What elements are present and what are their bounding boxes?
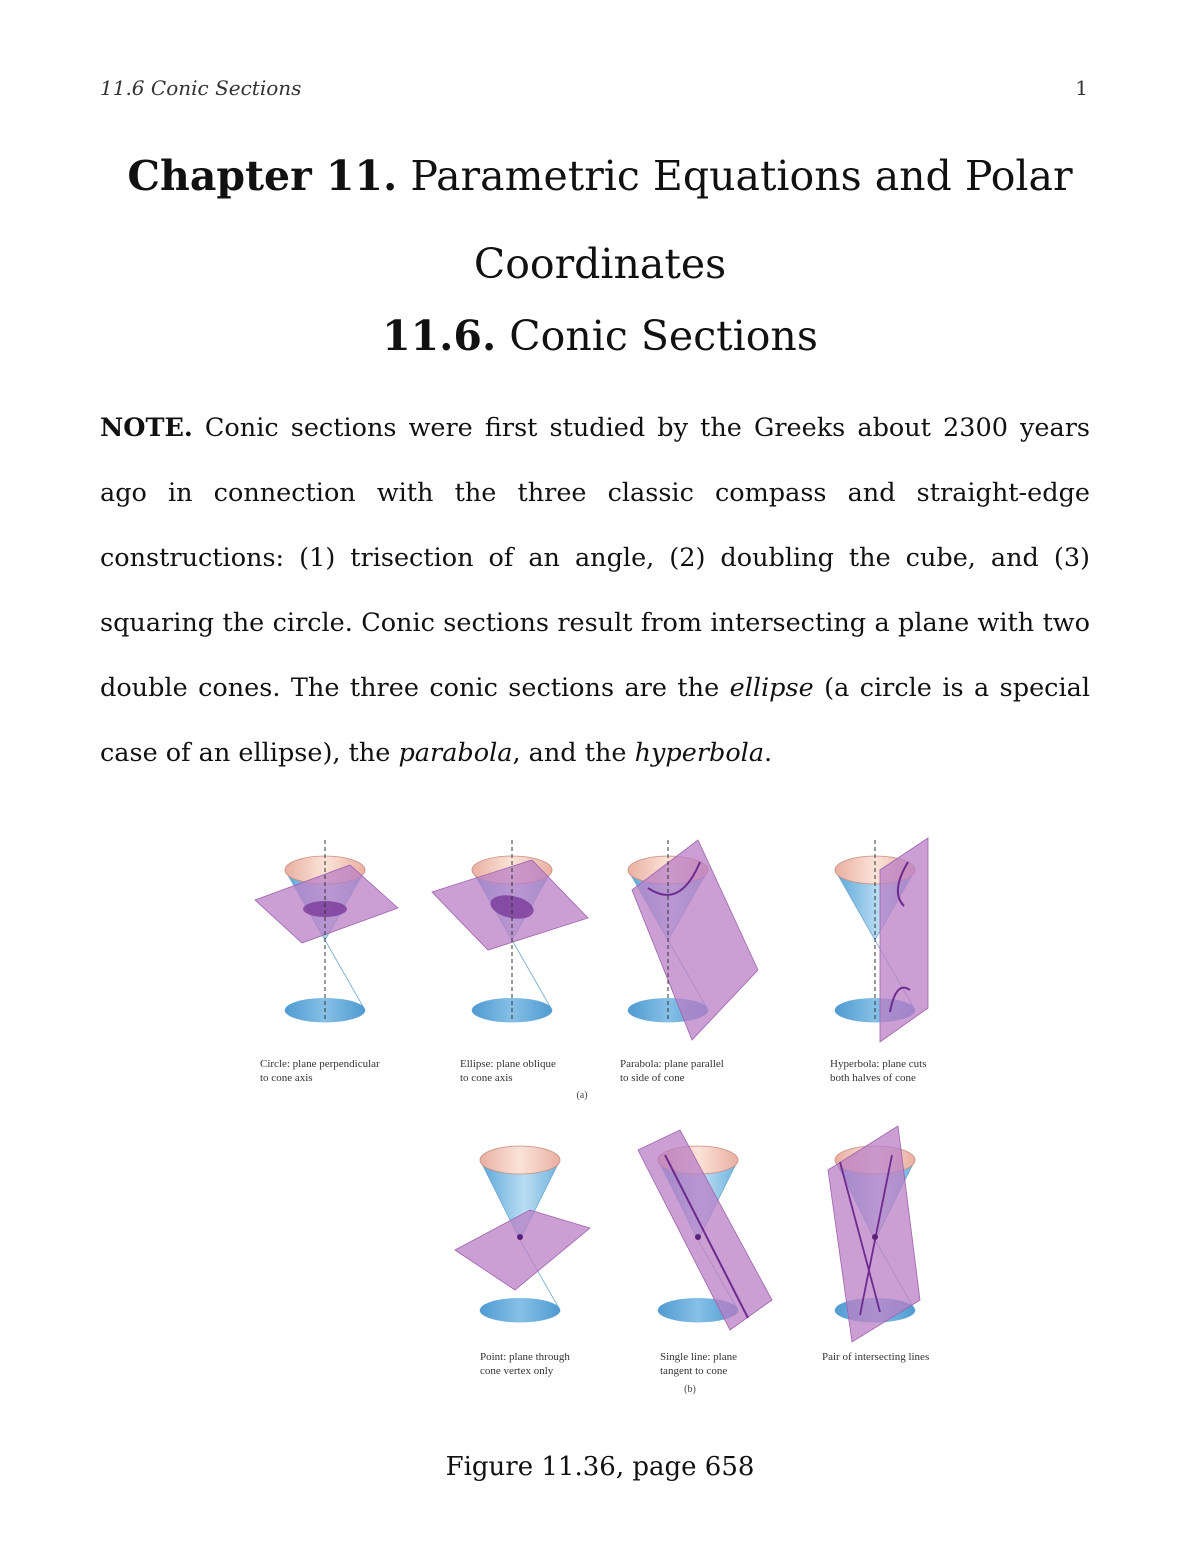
conic-sections-figure: [240, 830, 960, 1420]
caption-point-line-1: Point: plane through: [480, 1351, 570, 1363]
cone-single-line: [638, 1130, 772, 1330]
note-text-4: .: [764, 738, 773, 768]
cone-point: [455, 1146, 590, 1322]
cone-parabola: [628, 840, 758, 1040]
caption-circle-line-1: Circle: plane perpendicular: [260, 1058, 380, 1070]
caption-pair-line-1: Pair of intersecting lines: [822, 1351, 930, 1363]
caption-hyperbola-line-1: Hyperbola: plane cuts: [830, 1058, 927, 1070]
cone-circle: [255, 840, 398, 1022]
cone-hyperbola: [835, 838, 928, 1042]
caption-circle-line-2: to cone axis: [260, 1072, 313, 1084]
section-title: [80, 312, 1120, 360]
page-number: 1: [1075, 76, 1088, 100]
chapter-title: [80, 132, 1120, 308]
term-parabola: parabola: [398, 738, 513, 768]
note-text-3: , and the: [512, 738, 627, 768]
note-paragraph: [100, 396, 1090, 786]
chapter-title-line-1: Parametric Equations and Polar: [410, 152, 1073, 200]
caption-line-line-2: tangent to cone: [660, 1365, 728, 1377]
running-head: 11.6 Conic Sections: [100, 76, 302, 100]
note-text-2: (a circle is a special case of an ellipse), the: [100, 673, 1090, 768]
figure-caption: Figure 11.36, page 658: [445, 1452, 755, 1482]
caption-parabola-line-1: Parabola: plane parallel: [620, 1058, 724, 1070]
chapter-title-line-2: Coordinates: [473, 240, 727, 288]
term-hyperbola: hyperbola: [634, 738, 765, 768]
panel-a-label: (a): [576, 1090, 588, 1101]
term-ellipse: ellipse: [729, 673, 814, 703]
caption-point-line-2: cone vertex only: [480, 1365, 554, 1377]
caption-ellipse-line-2: to cone axis: [460, 1072, 513, 1084]
chapter-label: Chapter 11.: [127, 152, 398, 200]
caption-parabola-line-2: to side of cone: [620, 1072, 685, 1084]
cone-intersecting-lines: [828, 1126, 920, 1342]
cone-ellipse: [432, 840, 588, 1022]
section-label: 11.6.: [382, 312, 497, 360]
note-text-1: Conic sections were first studied by the Greeks about 2300 years ago in connection with the three classic compass and straight-edge constructions: (1) trisection of an angle, (2) doubling the cube, and (3) squaring the circle. Conic sections result from intersecting a plane with two double cones. The three conic sections are the: [100, 413, 1090, 703]
section-title-text: Conic Sections: [509, 312, 818, 360]
caption-ellipse-line-1: Ellipse: plane oblique: [460, 1058, 556, 1070]
caption-hyperbola-line-2: both halves of cone: [830, 1072, 916, 1084]
note-label: NOTE.: [100, 413, 193, 443]
caption-line-line-1: Single line: plane: [660, 1351, 737, 1363]
panel-b-label: (b): [684, 1384, 696, 1395]
